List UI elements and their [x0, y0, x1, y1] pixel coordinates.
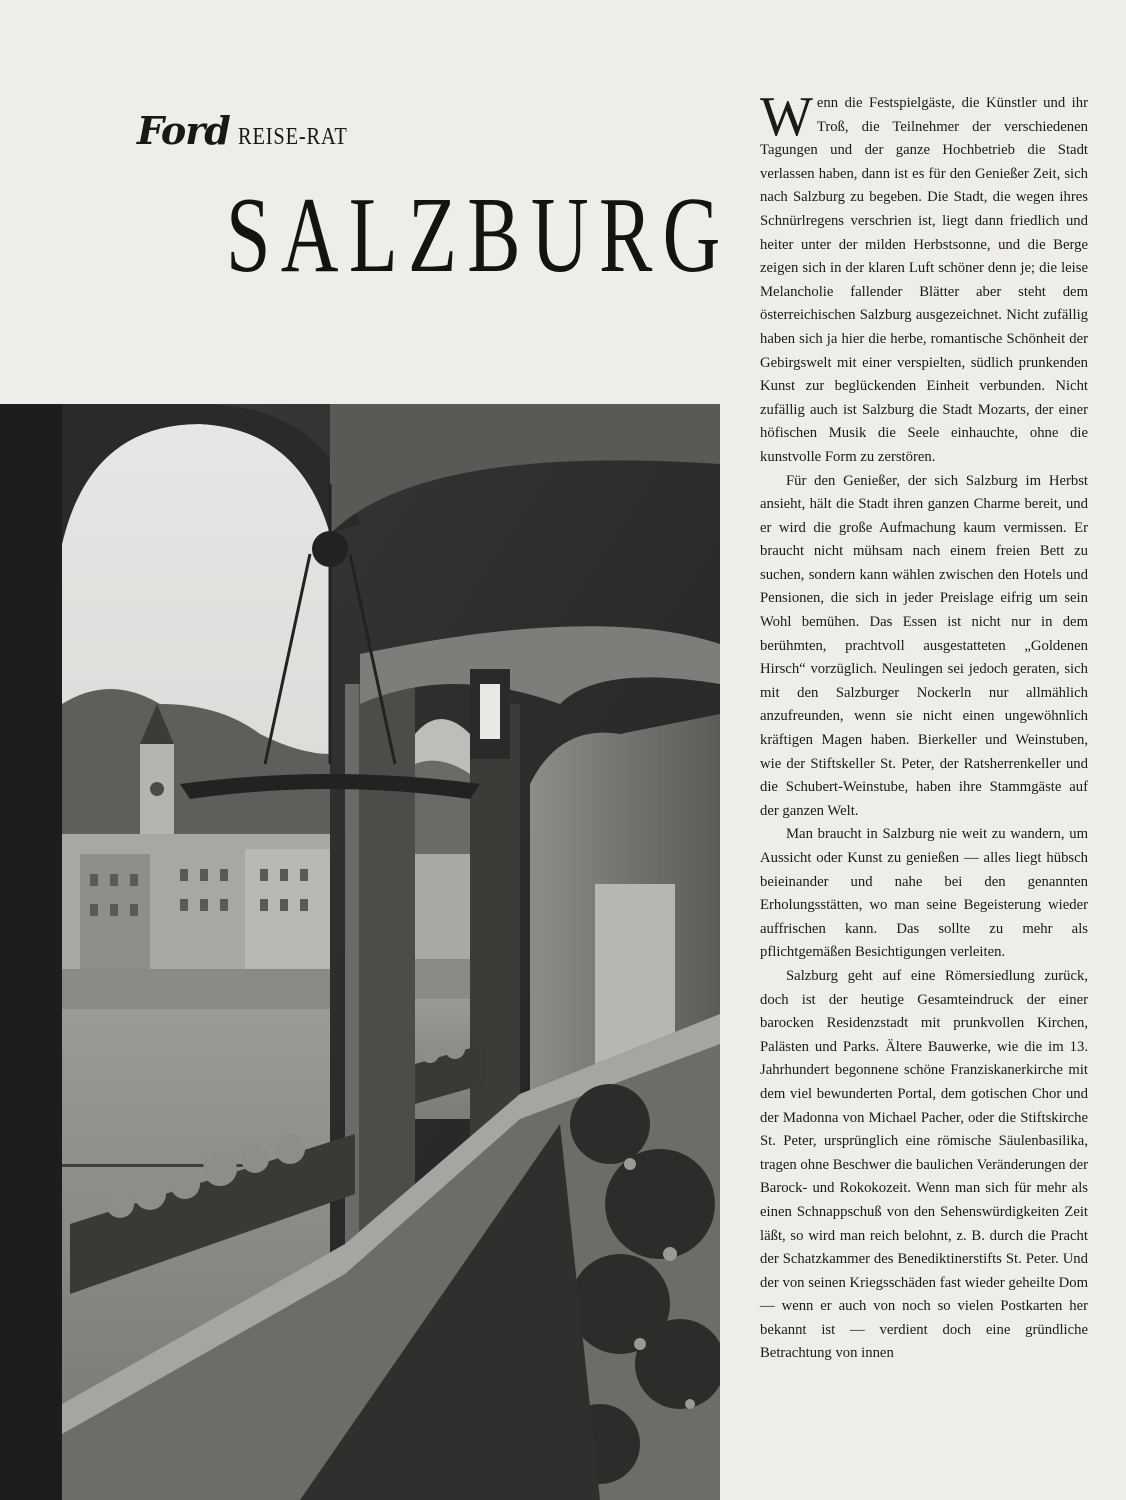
arcade-photo: [0, 404, 720, 1500]
magazine-header: [137, 108, 367, 153]
article-paragraph: Für den Genießer, der sich Salzburg im Herbst ansieht, hält die Stadt ihren ganzen Charme bereit, und er wird die große Aufmachung kaum vermissen. Er braucht nicht mühsam nach einem freien Bett zu suchen, sondern kann wählen zwischen den Hotels und Pensionen, die sich in jeder Preislage eifrig um sein Wohl bemühen. Das Essen ist nicht nur in dem berühmten, prachtvoll ausgestatteten „Goldenen Hirsch“ vorzüglich. Neulingen sei jedoch geraten, sich mit den Salzburger Nockerln nur allmählich anzufreunden, wenn sie nicht einen ungewöhnlich kräftigen Magen haben. Bierkeller und Weinstuben, wie der Stiftskeller St. Peter, der Ratsherrenkeller und die Schubert-Weinstube, haben ihre Stammgäste auf der ganzen Welt.: [760, 472, 1088, 819]
article-paragraph: Salzburg geht auf eine Römersiedlung zurück, doch ist der heutige Gesamteindruck der einer barocken Residenzstadt mit prunkvollen Kirchen, Palästen und Parks. Ältere Bauwerke, wie die im 13. Jahrhundert begonnene schöne Franziskanerkirche mit dem viel bewunderten Portal, dem gotischen Chor und der Madonna von Michael Pacher, oder die Stiftskirche St. Peter, ursprünglich eine römische Säulenbasilika, tragen ohne Beschwer die baulichen Veränderungen der Barock- und Rokokozeit. Wenn man sich für mehr als einen Schnappschuß von den Sehenswürdigkeiten Zeit läßt, so wird man reich belohnt, z. B. durch die Pracht der Schatzkammer des Benediktinerstifts St. Peter. Und der von seinen Kriegsschäden fast wieder geheilte Dom — wenn er auch von noch so vielen Postkarten her bekannt ist — verdient doch eine gründliche Betrachtung von innen: [760, 967, 1088, 1362]
article-paragraph: Wenn die Festspielgäste, die Künstler und ihr Troß, die Teilnehmer der verschiedenen Tagungen und der ganze Hochbetrieb die Stadt verlassen haben, dann ist es für den Genießer Zeit, sich nach Salzburg zu begeben. Die Stadt, die wegen ihres Schnürlregens verschrien ist, liegt dann friedlich und heiter unter der milden Herbstsonne, und die Berge zeigen sich in der klaren Luft schöner denn je; die leise Melancholie fallender Blätter aber steht dem österreichischen Salzburg ausgezeichnet. Nicht zufällig haben sich ja hier die herbe, romantische Schönheit der Gebirgswelt mit einer verspielten, südlich prunkenden Kunst zur beglückenden Einheit verbunden. Nicht zufällig auch ist Salzburg die Stadt Mozarts, der einer höfischen Musik die Seele einhauchte, ohne die kunstvolle Form zu zerstören.: [760, 86, 1088, 465]
article-text: [760, 86, 1088, 1366]
dropcap: W: [760, 86, 813, 148]
ford-logo: Ford: [137, 108, 230, 153]
page-title: SALZBURG: [226, 176, 731, 295]
article-paragraph: Man braucht in Salzburg nie weit zu wandern, um Aussicht oder Kunst zu genießen — alles liegt hübsch beieinander und nahe bei den genannten Erholungsstätten, wo man seine Begeisterung wieder auffrischen kann. Das sollte zu mehr als pflichtgemäßen Besichtigungen verleiten.: [760, 826, 1088, 961]
series-label: REISE-RAT: [237, 124, 348, 150]
